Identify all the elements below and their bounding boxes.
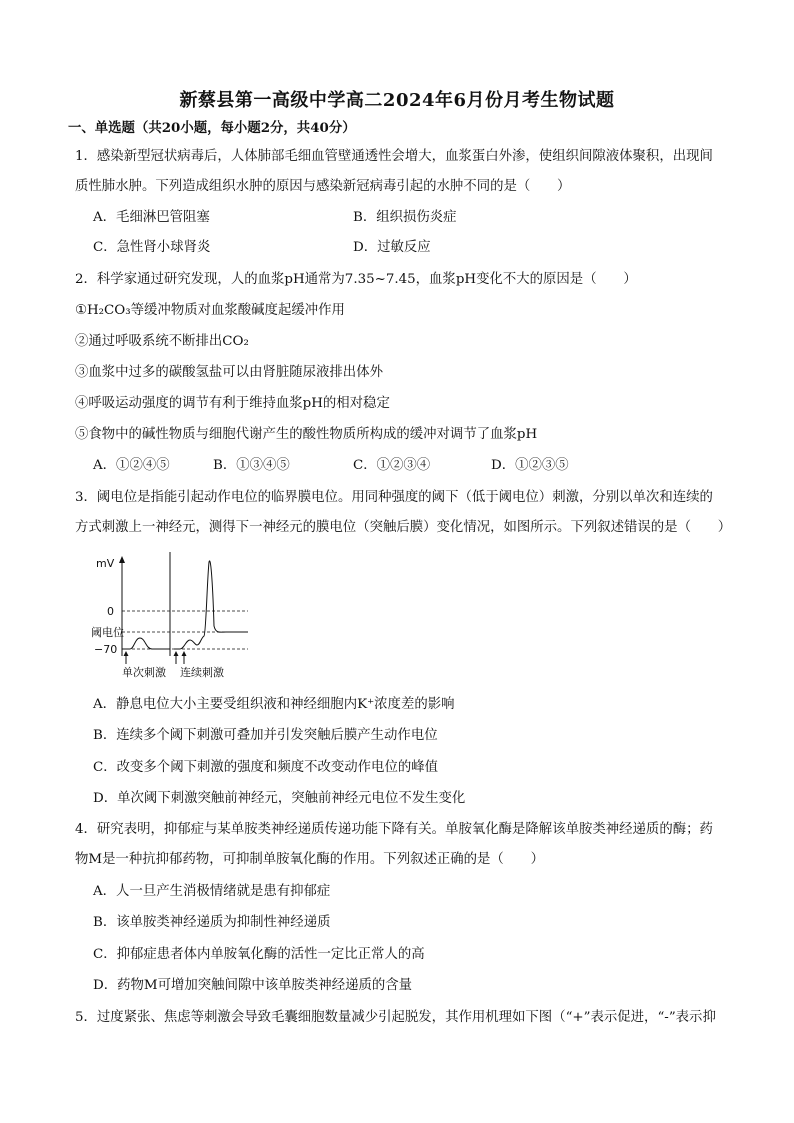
question-2-option-d[interactable]: D．①②③⑤ xyxy=(491,458,569,473)
question-1-text-line-1: 1．感染新型冠状病毒后，人体肺部毛细血管壁通透性会增大，血浆蛋白外渗，使组织间隙液体聚积，出现间 xyxy=(75,149,713,164)
resting-label: −70 xyxy=(94,643,118,656)
question-4-text-line-2: 物M是一种抗抑郁药物，可抑制单胺氧化酶的作用。下列叙述正确的是（ ） xyxy=(75,852,544,867)
question-4-option-b[interactable]: B．该单胺类神经递质为抑制性神经递质 xyxy=(93,915,331,930)
question-4-option-c[interactable]: C．抑郁症患者体内单胺氧化酶的活性一定比正常人的高 xyxy=(93,947,425,962)
question-2-option-b[interactable]: B．①③④⑤ xyxy=(213,458,290,473)
question-2-option-c[interactable]: C．①②③④ xyxy=(353,458,431,473)
question-3-text-line-2: 方式刺激上一神经元，测得下一神经元的膜电位（突触后膜）变化情况，如图所示。下列叙述错误的是（ ） xyxy=(75,520,732,535)
y-axis-arrow xyxy=(119,556,125,563)
question-1-option-c[interactable]: C．急性肾小球肾炎 xyxy=(93,240,211,255)
single-stimulus-label: 单次刺激 xyxy=(122,666,166,679)
question-2-item-2: ②通过呼吸系统不断排出CO₂ xyxy=(75,334,249,349)
threshold-label: 阈电位 xyxy=(91,626,124,639)
question-3-text-line-1: 3．阈电位是指能引起动作电位的临界膜电位。用同种强度的阈下（低于阈电位）刺激，分别以单次和连续的 xyxy=(75,490,713,505)
repeated-stimulus-label: 连续刺激 xyxy=(180,666,224,679)
question-4-option-d[interactable]: D．药物M可增加突触间隙中该单胺类神经递质的含量 xyxy=(93,978,413,993)
question-1-text-line-2: 质性肺水肿。下列造成组织水肿的原因与感染新冠病毒引起的水肿不同的是（ ） xyxy=(75,179,571,194)
question-2-item-4: ④呼吸运动强度的调节有利于维持血浆pH的相对稳定 xyxy=(75,396,390,411)
question-3-option-c[interactable]: C．改变多个阈下刺激的强度和频度不改变动作电位的峰值 xyxy=(93,760,439,775)
question-4-option-a[interactable]: A．人一旦产生消极情绪就是患有抑郁症 xyxy=(93,884,331,899)
repeated-stimulus-arrowhead-1 xyxy=(174,651,179,656)
question-2-option-a[interactable]: A．①②④⑤ xyxy=(93,458,170,473)
single-stimulus-arrowhead xyxy=(124,651,129,656)
repeated-stimulus-arrowhead-2 xyxy=(182,651,187,656)
question-3-option-b[interactable]: B．连续多个阈下刺激可叠加并引发突触后膜产生动作电位 xyxy=(93,728,438,743)
question-5-text-line-1: 5．过度紧张、焦虑等刺激会导致毛囊细胞数量减少引起脱发，其作用机理如下图（“+”表示促进，“-”表示抑 xyxy=(75,1010,716,1025)
question-3-option-d[interactable]: D．单次阈下刺激突触前神经元，突触前神经元电位不发生变化 xyxy=(93,791,466,806)
question-2-item-3: ③血浆中过多的碳酸氢盐可以由肾脏随尿液排出体外 xyxy=(75,365,383,380)
page-title: 新蔡县第一高级中学高二2024年6月份月考生物试题 xyxy=(179,90,615,111)
membrane-potential-trace xyxy=(122,561,248,649)
question-3-option-a[interactable]: A．静息电位大小主要受组织液和神经细胞内K⁺浓度差的影响 xyxy=(93,697,455,712)
zero-label: 0 xyxy=(107,605,114,618)
question-2-item-5: ⑤食物中的碱性物质与细胞代谢产生的酸性物质所构成的缓冲对调节了血浆pH xyxy=(75,427,538,442)
question-1-option-b[interactable]: B．组织损伤炎症 xyxy=(353,210,457,225)
section-heading: 一、单选题（共20小题，每小题2分，共40分） xyxy=(68,120,356,136)
question-1-option-d[interactable]: D．过敏反应 xyxy=(353,240,431,255)
y-axis-unit-label: mV xyxy=(96,557,115,570)
question-2-item-1: ①H₂CO₃等缓冲物质对血浆酸碱度起缓冲作用 xyxy=(75,303,345,318)
membrane-potential-figure xyxy=(90,552,260,682)
question-1-option-a[interactable]: A．毛细淋巴管阻塞 xyxy=(93,210,210,225)
question-4-text-line-1: 4．研究表明，抑郁症与某单胺类神经递质传递功能下降有关。单胺氧化酶是降解该单胺类神经递质的酶；药 xyxy=(75,822,713,837)
question-2-text-line-1: 2．科学家通过研究发现，人的血浆pH通常为7.35~7.45，血浆pH变化不大的原因是（ ） xyxy=(75,272,637,287)
